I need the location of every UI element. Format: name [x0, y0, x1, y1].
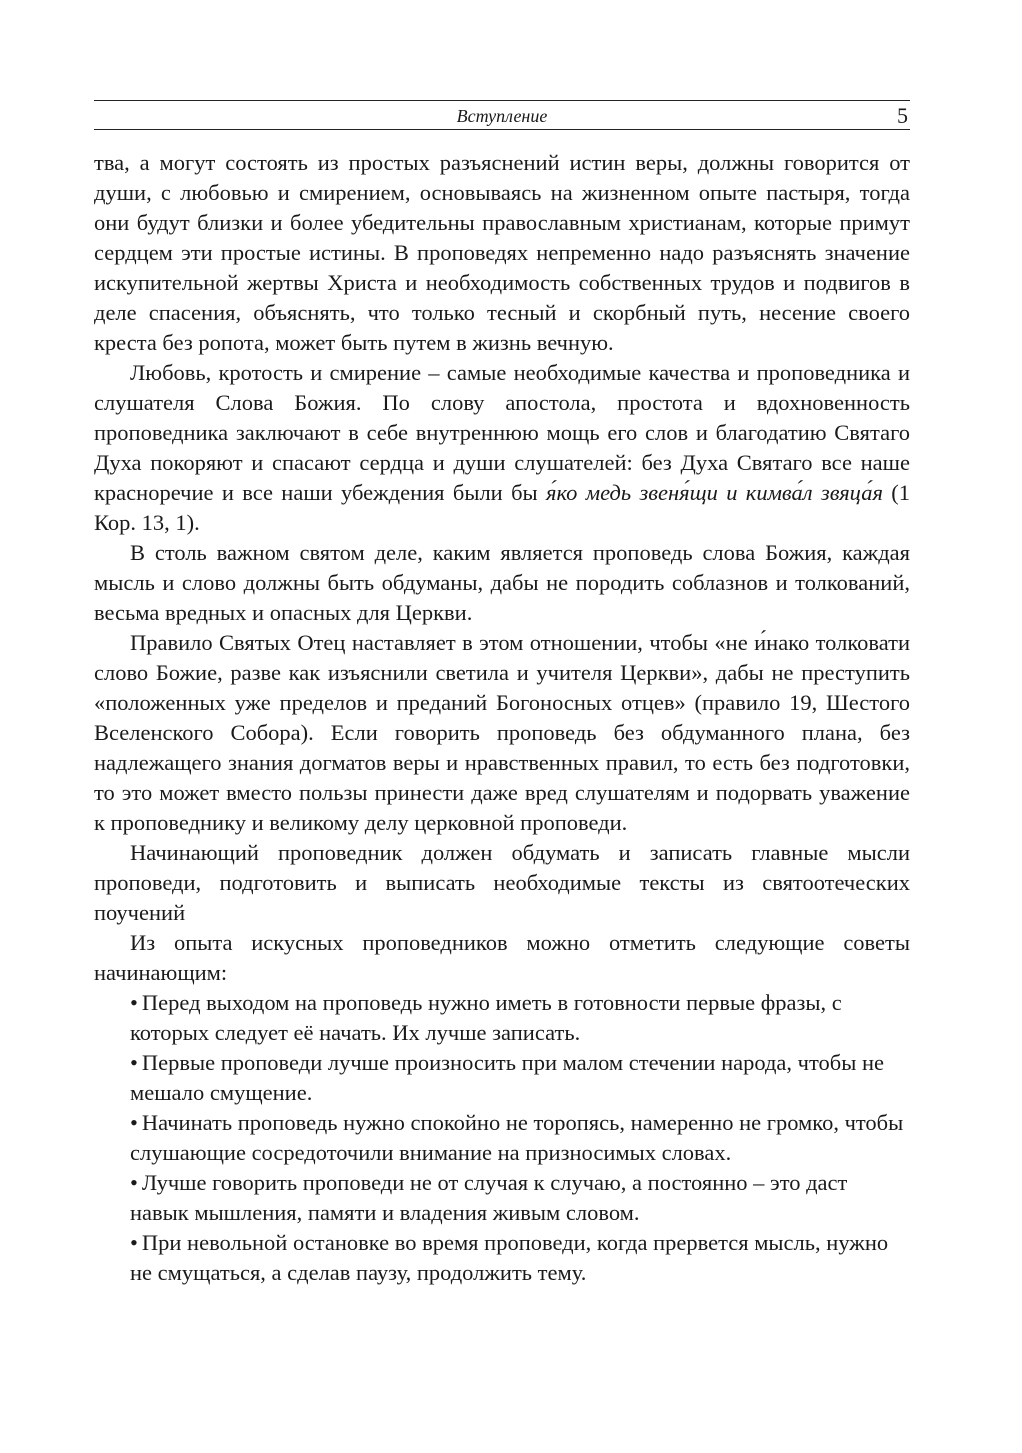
bullet-glyph: • [130, 1170, 138, 1195]
paragraph-5: Начинающий проповедник должен обдумать и записать главные мысли проповеди, подготовить и выписать необходимые тексты из святоотеческих поучений [94, 840, 910, 925]
list-item [94, 1168, 910, 1228]
bullet-glyph: • [130, 1230, 138, 1255]
paragraph-6: Из опыта искусных проповедников можно отметить следующие советы начинающим: [94, 930, 910, 985]
bullet-glyph: • [130, 1110, 138, 1135]
paragraph-2 [94, 358, 910, 538]
list-item-text: Первые проповеди лучше произносить при малом стечении народа, чтобы не мешало смущение. [130, 1050, 884, 1105]
paragraph-1: тва, а могут состоять из простых разъяснений истин веры, должны говорится от души, с любовью и смирением, основываясь на жизненном опыте пастыря, тогда они будут близки и более убедительны православным христианам, которые примут сердцем эти простые истины. В проповедях непременно надо разъяснять значение искупительной жертвы Христа и необходимость собственных трудов и подвигов в деле спасения, объяснять, что только тесный и скорбный путь, несение своего креста без ропота, может быть путем в жизнь вечную. [94, 150, 910, 355]
page-body [94, 148, 910, 1288]
bullet-glyph: • [130, 1050, 138, 1075]
page-number: 5 [897, 103, 908, 128]
list-item-text: Лучше говорить проповеди не от случая к случаю, а постоянно – это даст навык мышления, памяти и владения живым словом. [130, 1170, 848, 1225]
paragraph-4: Правило Святых Отец наставляет в этом отношении, чтобы «не и́нако толковати слово Божие, разве как изъяснили светила и учителя Церкви», дабы не преступить «положенных уже пределов и преданий Богоносных отцев» (правило 19, Шестого Вселенского Собора). Если говорить проповедь без обдуманного плана, без надлежащего знания догматов веры и нравственных правил, то есть без подготовки, то это может вместо пользы принести даже вред слушателям и подорвать уважение к проповеднику и великому делу церковной проповеди. [94, 630, 910, 835]
list-item [94, 1108, 910, 1168]
paragraph-3: В столь важном святом деле, каким является проповедь слова Божия, каждая мысль и слово должны быть обдуманы, дабы не породить соблазнов и толкований, весьма вредных и опасных для Церкви. [94, 540, 910, 625]
list-item [94, 1228, 910, 1288]
list-item-text: При невольной остановке во время проповеди, когда прервется мысль, нужно не смущаться, а сделав паузу, продолжить тему. [130, 1230, 889, 1285]
list-item [94, 988, 910, 1048]
scripture-quote: я́ко медь звеня́щи и кимва́л звяца́я [545, 480, 883, 505]
list-item-text: Начинать проповедь нужно спокойно не торопясь, намеренно не громко, чтобы слушающие сосредоточили внимание на призносимых словах. [130, 1110, 904, 1165]
advice-list [94, 988, 910, 1288]
list-item [94, 1048, 910, 1108]
scripture-reference: (1 Кор. 13, 1). [94, 480, 910, 535]
running-header [94, 100, 910, 130]
paragraph-2-text-before: Любовь, кротость и смирение – самые необходимые качества и проповедника и слушателя Слова Божия. По слову апостола, простота и вдохновенность проповедника заключают в себе внутреннюю мощь его слов и благодатию Святаго Духа покоряют и спасают сердца и души слушателей: без Духа Святаго все наше красноречие и все наши убеждения были бы [94, 360, 910, 505]
bullet-glyph: • [130, 990, 138, 1015]
running-header-title: Вступление [456, 106, 548, 126]
list-item-text: Перед выходом на проповедь нужно иметь в готовности первые фразы, с которых следует её начать. Их лучше записать. [130, 990, 842, 1045]
